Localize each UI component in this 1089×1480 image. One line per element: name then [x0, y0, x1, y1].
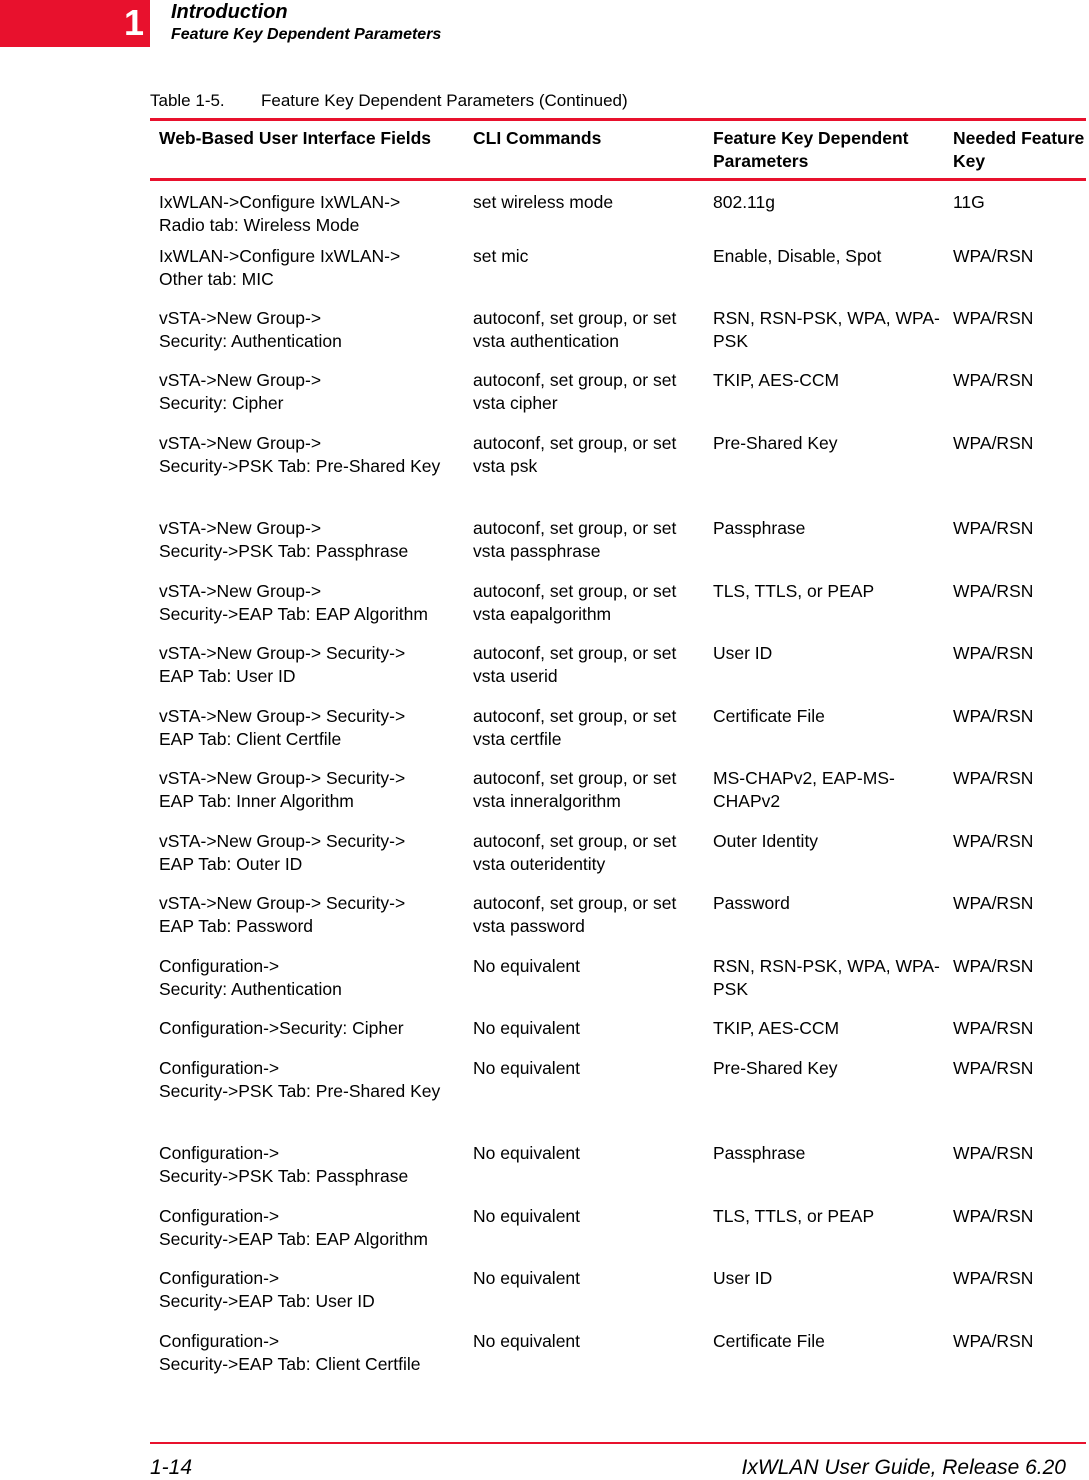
table-row [150, 705, 1086, 767]
table-row [150, 830, 1086, 892]
table-cell: autoconf, set group, or set vsta certfile [473, 706, 677, 749]
table-cell: set wireless mode [473, 192, 614, 212]
table-cell: IxWLAN->Configure IxWLAN-> Other tab: MIC [159, 246, 401, 289]
table-caption [150, 91, 628, 111]
table-row [150, 369, 1086, 432]
table-cell: RSN, RSN-PSK, WPA, WPA-PSK [713, 956, 940, 999]
header-subtitle: Feature Key Dependent Parameters [171, 26, 442, 43]
header-title: Introduction [171, 1, 288, 23]
table-cell: WPA/RSN [953, 518, 1034, 538]
table-cell: RSN, RSN-PSK, WPA, WPA-PSK [713, 308, 940, 351]
feature-key-table [150, 125, 1086, 1392]
table-cell: vSTA->New Group-> Security-> EAP Tab: Client Certfile [159, 706, 406, 749]
table-cell: TLS, TTLS, or PEAP [713, 1206, 875, 1226]
table-row [150, 432, 1086, 517]
table-cell: WPA/RSN [953, 308, 1034, 328]
table-cell: WPA/RSN [953, 1018, 1034, 1038]
table-row [150, 1057, 1086, 1142]
table-cell: vSTA->New Group-> Security-> EAP Tab: User ID [159, 643, 406, 686]
table-cell: autoconf, set group, or set vsta inneralgorithm [473, 768, 677, 811]
table-cell: WPA/RSN [953, 643, 1034, 663]
table-cell: WPA/RSN [953, 581, 1034, 601]
table-cell: Password [713, 893, 790, 913]
table-cell: WPA/RSN [953, 831, 1034, 851]
table-row [150, 642, 1086, 705]
table-cell: 802.11g [713, 192, 775, 212]
footer-rule [150, 1442, 1086, 1444]
table-cell: Configuration-> Security->PSK Tab: Passphrase [159, 1143, 409, 1186]
table-cell: WPA/RSN [953, 1206, 1034, 1226]
table-cell: WPA/RSN [953, 893, 1034, 913]
table-cell: Pre-Shared Key [713, 433, 838, 453]
table-row [150, 1267, 1086, 1330]
table-top-rule [150, 118, 1086, 121]
table-header-row [150, 125, 1086, 183]
table-cell: Passphrase [713, 518, 806, 538]
table-cell: autoconf, set group, or set vsta userid [473, 643, 677, 686]
table-cell: Certificate File [713, 1331, 825, 1351]
table-cell: User ID [713, 1268, 773, 1288]
table-cell: WPA/RSN [953, 956, 1034, 976]
table-cell: vSTA->New Group-> Security: Authentication [159, 308, 342, 351]
table-cell: No equivalent [473, 1331, 581, 1351]
table-cell: No equivalent [473, 1268, 581, 1288]
table-cell: vSTA->New Group-> Security->PSK Tab: Pre-Shared Key [159, 433, 441, 476]
table-cell: Configuration-> Security->PSK Tab: Pre-Shared Key [159, 1058, 441, 1101]
table-cell: TKIP, AES-CCM [713, 370, 840, 390]
table-cell: MS-CHAPv2, EAP-MS-CHAPv2 [713, 768, 895, 811]
table-cell: IxWLAN->Configure IxWLAN-> Radio tab: Wireless Mode [159, 192, 401, 235]
table-cell: No equivalent [473, 1143, 581, 1163]
table-cell: No equivalent [473, 1018, 581, 1038]
chapter-tab [0, 0, 150, 47]
footer-page-number: 1-14 [150, 1456, 193, 1479]
table-cell: Pre-Shared Key [713, 1058, 838, 1078]
column-header: CLI Commands [473, 128, 602, 148]
column-header: Feature Key Dependent Parameters [713, 128, 909, 171]
table-cell: Configuration->Security: Cipher [159, 1018, 404, 1038]
table-cell: Configuration-> Security->EAP Tab: EAP Algorithm [159, 1206, 428, 1249]
table-cell: No equivalent [473, 1058, 581, 1078]
table-row [150, 767, 1086, 830]
table-cell: Configuration-> Security->EAP Tab: User ID [159, 1268, 375, 1311]
table-cell: autoconf, set group, or set vsta psk [473, 433, 677, 476]
table-cell: WPA/RSN [953, 246, 1034, 266]
table-row [150, 183, 1086, 245]
table-body [150, 183, 1086, 1392]
column-header: Web-Based User Interface Fields [159, 128, 431, 148]
table-cell: Configuration-> Security: Authentication [159, 956, 342, 999]
table-cell: WPA/RSN [953, 1058, 1034, 1078]
table-cell: WPA/RSN [953, 433, 1034, 453]
table-row [150, 892, 1086, 955]
table-cell: vSTA->New Group-> Security-> EAP Tab: Password [159, 893, 406, 936]
table-caption-text: Feature Key Dependent Parameters (Continued) [261, 91, 628, 110]
table-cell: vSTA->New Group-> Security-> EAP Tab: Outer ID [159, 831, 406, 874]
column-header: Needed Feature Key [953, 128, 1085, 171]
table-cell: 11G [953, 192, 985, 212]
table-cell: vSTA->New Group-> Security->PSK Tab: Passphrase [159, 518, 409, 561]
table-cell: WPA/RSN [953, 1331, 1034, 1351]
table-cell: WPA/RSN [953, 370, 1034, 390]
table-cell: Configuration-> Security->EAP Tab: Client Certfile [159, 1331, 421, 1374]
footer-doc-title: IxWLAN User Guide, Release 6.20 [741, 1456, 1066, 1479]
table-cell: autoconf, set group, or set vsta outeridentity [473, 831, 677, 874]
table-cell: Passphrase [713, 1143, 806, 1163]
table-cell: User ID [713, 643, 773, 663]
table-row [150, 1330, 1086, 1392]
table-row [150, 517, 1086, 580]
table-cell: autoconf, set group, or set vsta cipher [473, 370, 677, 413]
table-row [150, 245, 1086, 307]
table-cell: Certificate File [713, 706, 825, 726]
table-row [150, 1142, 1086, 1205]
table-row [150, 955, 1086, 1017]
table-cell: set mic [473, 246, 529, 266]
table-row [150, 1017, 1086, 1057]
table-caption-number: Table 1-5. [150, 91, 225, 110]
table-cell: Enable, Disable, Spot [713, 246, 882, 266]
table-cell: WPA/RSN [953, 706, 1034, 726]
table-row [150, 580, 1086, 642]
table-cell: WPA/RSN [953, 1143, 1034, 1163]
table-cell: TLS, TTLS, or PEAP [713, 581, 875, 601]
table-cell: autoconf, set group, or set vsta authentication [473, 308, 677, 351]
table-cell: vSTA->New Group-> Security->EAP Tab: EAP Algorithm [159, 581, 428, 624]
table-cell: autoconf, set group, or set vsta password [473, 893, 677, 936]
table-cell: No equivalent [473, 956, 581, 976]
table-cell: vSTA->New Group-> Security-> EAP Tab: Inner Algorithm [159, 768, 406, 811]
table-cell: WPA/RSN [953, 1268, 1034, 1288]
table-cell: vSTA->New Group-> Security: Cipher [159, 370, 322, 413]
table-cell: Outer Identity [713, 831, 819, 851]
table-cell: WPA/RSN [953, 768, 1034, 788]
table-cell: No equivalent [473, 1206, 581, 1226]
table-row [150, 1205, 1086, 1267]
table-row [150, 307, 1086, 369]
table-cell: autoconf, set group, or set vsta eapalgorithm [473, 581, 677, 624]
table-cell: TKIP, AES-CCM [713, 1018, 840, 1038]
table-cell: autoconf, set group, or set vsta passphrase [473, 518, 677, 561]
chapter-number: 1 [124, 2, 145, 43]
